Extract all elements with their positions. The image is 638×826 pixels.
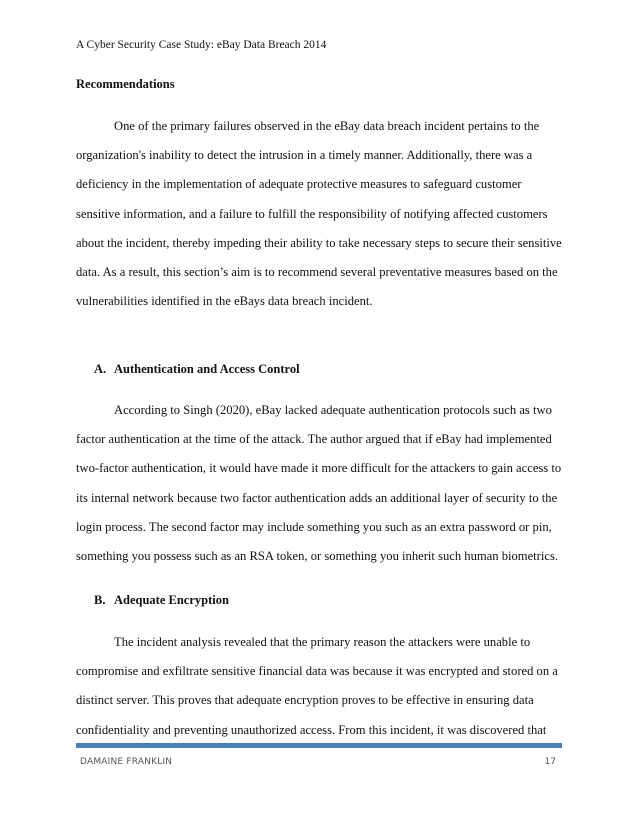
paragraph-line: data. As a result, this section’s aim is to recommend several preventative measures based on the: [76, 264, 558, 279]
paragraph-line: login process. The second factor may include something you such as an extra password or pin,: [76, 519, 552, 534]
recommendations-paragraph: [76, 118, 566, 322]
paragraph-line: distinct server. This proves that adequate encryption proves to be effective in ensuring data: [76, 693, 534, 708]
footer-rule: [76, 743, 562, 748]
paragraph-line: organization's inability to detect the intrusion in a timely manner. Additionally, there was a: [76, 148, 533, 163]
paragraph-line: vulnerabilities identified in the eBays data breach incident.: [76, 294, 373, 309]
paragraph-line: something you possess such as an RSA token, or something you inherit such human biometrics.: [76, 548, 559, 563]
list-marker: A.: [94, 362, 107, 376]
encryption-paragraph: [76, 634, 566, 751]
paragraph-line: sensitive information, and a failure to fulfill the responsibility of notifying affected customers: [76, 206, 548, 221]
subsection-title: Adequate Encryption: [114, 593, 229, 607]
list-marker: B.: [94, 593, 106, 607]
running-header: A Cyber Security Case Study: eBay Data Breach 2014: [76, 39, 327, 51]
subsection-heading-authentication: [94, 361, 300, 377]
footer-author: DAMAINE FRANKLIN: [80, 757, 173, 767]
section-heading-recommendations: Recommendations: [76, 77, 175, 91]
paragraph-line: confidentiality and preventing unauthorized access. From this incident, it was discovered that: [76, 722, 547, 737]
page-number: 17: [544, 757, 556, 767]
paragraph-line: deficiency in the implementation of adequate protective measures to safeguard customer: [76, 177, 522, 192]
subsection-heading-encryption: [94, 592, 229, 608]
paragraph-line: One of the primary failures observed in the eBay data breach incident pertains to the: [114, 119, 540, 133]
paragraph-line: According to Singh (2020), eBay lacked adequate authentication protocols such as two: [114, 403, 552, 417]
paragraph-line: compromise and exfiltrate sensitive financial data was because it was encrypted and stored on a: [76, 664, 558, 679]
paragraph-line: The incident analysis revealed that the primary reason the attackers were unable to: [114, 635, 531, 649]
paragraph-line: factor authentication at the time of the attack. The author argued that if eBay had implemented: [76, 432, 552, 447]
subsection-title: Authentication and Access Control: [114, 362, 300, 376]
paragraph-line: about the incident, thereby impeding their ability to take necessary steps to secure their sensitive: [76, 235, 562, 250]
paragraph-line: its internal network because two factor authentication adds an additional layer of security to the: [76, 490, 558, 505]
authentication-paragraph: [76, 402, 566, 577]
paragraph-line: two-factor authentication, it would have made it more difficult for the attackers to gain access to: [76, 461, 562, 476]
